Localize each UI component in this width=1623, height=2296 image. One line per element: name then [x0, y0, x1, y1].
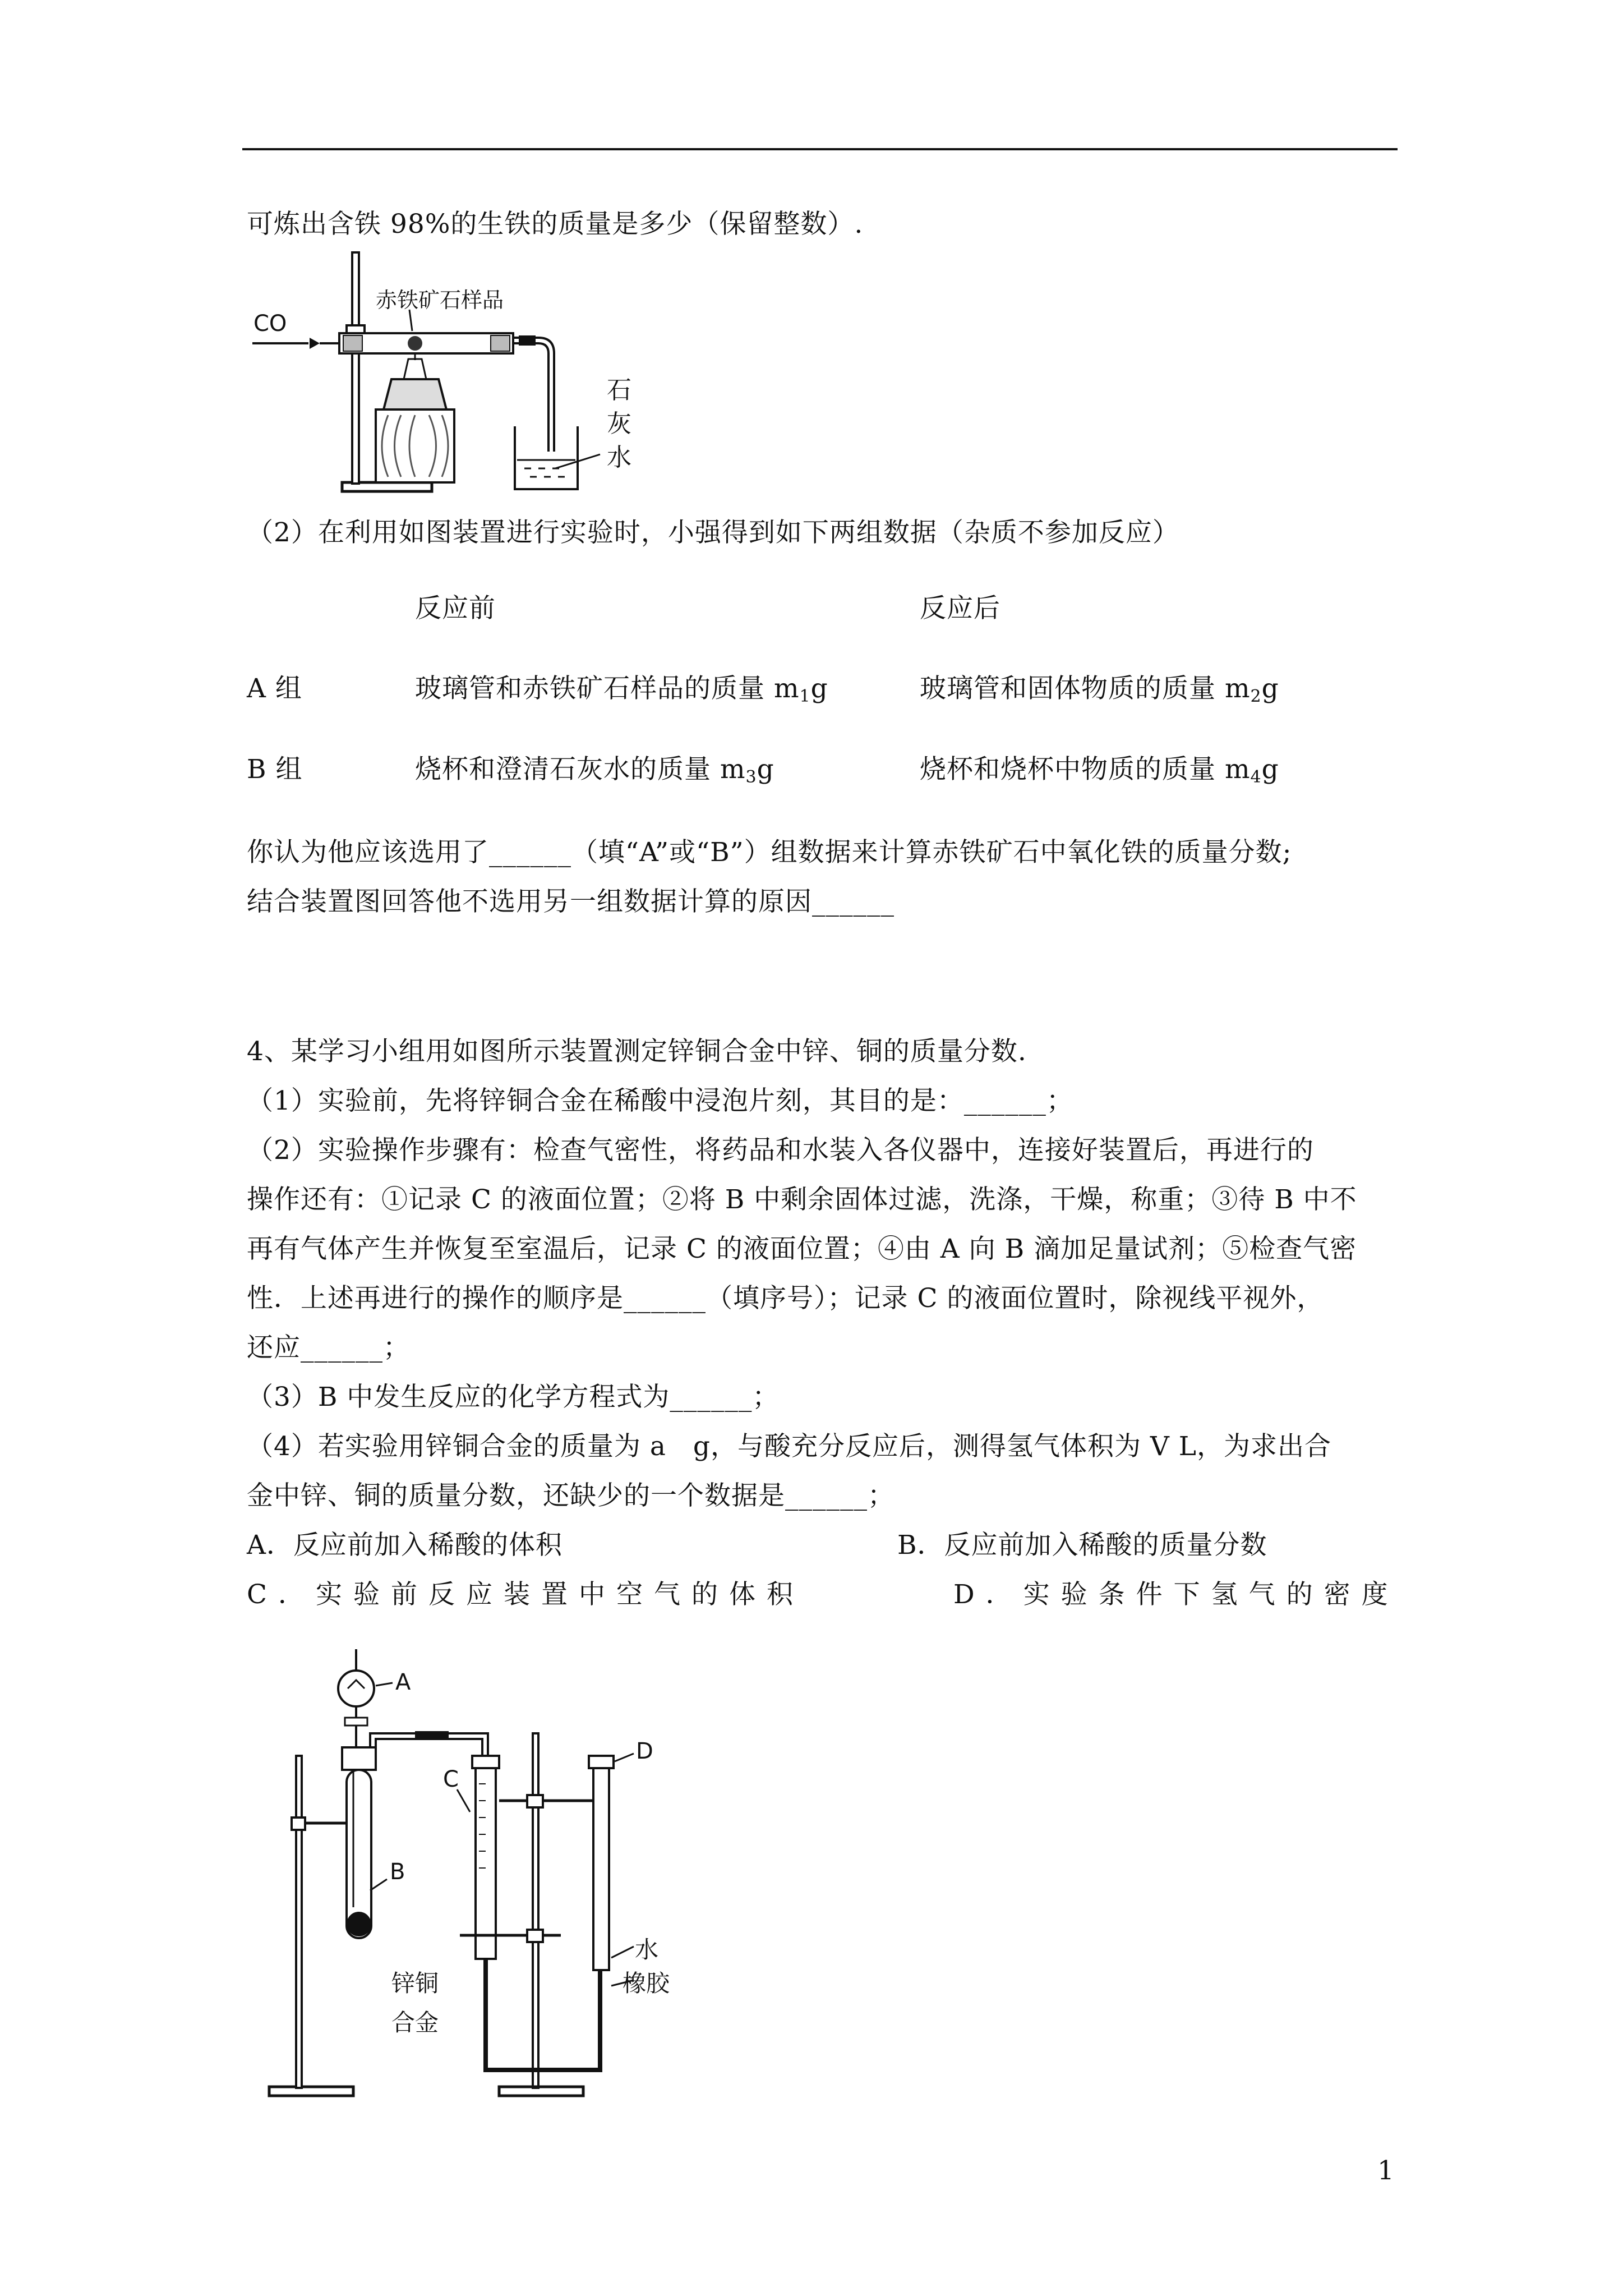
q4-step2-a: （2）实验操作步骤有：检查气密性，将药品和水装入各仪器中，连接好装置后，再进行的 [247, 1135, 1314, 1166]
figure-zn-cu-apparatus [264, 1644, 712, 2104]
fig2-label-alloy-1: 锌铜 [391, 1970, 439, 1997]
q4-step2-c: 再有气体产生并恢复至室温后，记录 C 的液面位置；④由 A 向 B 滴加足量试剂；⑤检查气密 [247, 1234, 1357, 1264]
q4-step4-b: 金中锌、铜的质量分数，还缺少的一个数据是______； [247, 1480, 895, 1511]
sample-label: 赤铁矿石样品 [376, 288, 504, 312]
q4-title: 4、某学习小组用如图所示装置测定锌铜合金中锌、铜的质量分数. [247, 1036, 1027, 1067]
fig2-label-water: 水 [635, 1936, 659, 1963]
q3-part2: （2）在利用如图装置进行实验时，小强得到如下两组数据（杂质不参加反应） [247, 517, 1179, 548]
fig2-label-alloy-2: 合金 [391, 2009, 439, 2036]
table-b-after: 烧杯和烧杯中物质的质量 $m_4g$ [920, 754, 1279, 787]
option-d: D．实验条件下氢气的密度 [953, 1579, 1399, 1610]
q3-question-line2: 结合装置图回答他不选用另一组数据计算的原因______ [247, 886, 895, 917]
fig2-label-d: D [636, 1738, 653, 1764]
table-a-before: 玻璃管和赤铁矿石样品的质量 $m_1g$ [415, 673, 828, 706]
fig2-label-a: A [395, 1669, 411, 1695]
option-c: C．实验前反应装置中空气的体积 [247, 1579, 804, 1610]
table-b-before: 烧杯和澄清石灰水的质量 $m_3g$ [415, 754, 774, 787]
header-rule [242, 148, 1398, 150]
q4-step3: （3）B 中发生反应的化学方程式为______； [247, 1382, 780, 1412]
figure-co-apparatus [241, 247, 667, 505]
table-a-label: A 组 [247, 673, 302, 704]
q3-question-line1: 你认为他应该选用了______（填“A”或“B”）组数据来计算赤铁矿石中氧化铁的质量分数; [247, 837, 1292, 868]
table-a-after: 玻璃管和固体物质的质量 $m_2g$ [920, 673, 1279, 706]
q4-step1: （1）实验前，先将锌铜合金在稀酸中浸泡片刻，其目的是：______； [247, 1085, 1073, 1116]
page-number: 1 [1377, 2155, 1395, 2186]
table-b-label: B 组 [247, 754, 303, 785]
lime-label-3: 水 [607, 443, 631, 472]
table-header-before: 反应前 [415, 593, 496, 624]
fig2-label-b: B [390, 1859, 405, 1885]
fig2-label-rubber: 橡胶 [623, 1970, 670, 1997]
lime-label-1: 石 [607, 376, 631, 404]
fig2-label-c: C [443, 1766, 459, 1792]
q4-step2-e: 还应______； [247, 1332, 410, 1363]
lime-label-2: 灰 [607, 409, 631, 438]
q4-step2-d: 性．上述再进行的操作的顺序是______（填序号）；记录 C 的液面位置时，除视线平视外， [247, 1283, 1324, 1314]
q3-line-top: 可炼出含铁 98%的生铁的质量是多少（保留整数）. [247, 209, 864, 240]
q4-step2-b: 操作还有：①记录 C 的液面位置；②将 B 中剩余固体过滤，洗涤，干燥，称重；③待 B 中不 [247, 1184, 1357, 1215]
q4-step4-a: （4）若实验用锌铜合金的质量为 a g，与酸充分反应后，测得氢气体积为 V L，为求出合 [247, 1431, 1331, 1462]
co-label: CO [253, 311, 287, 337]
table-header-after: 反应后 [920, 593, 1000, 624]
option-a: A．反应前加入稀酸的体积 [247, 1530, 562, 1561]
option-b: B．反应前加入稀酸的质量分数 [897, 1530, 1267, 1561]
